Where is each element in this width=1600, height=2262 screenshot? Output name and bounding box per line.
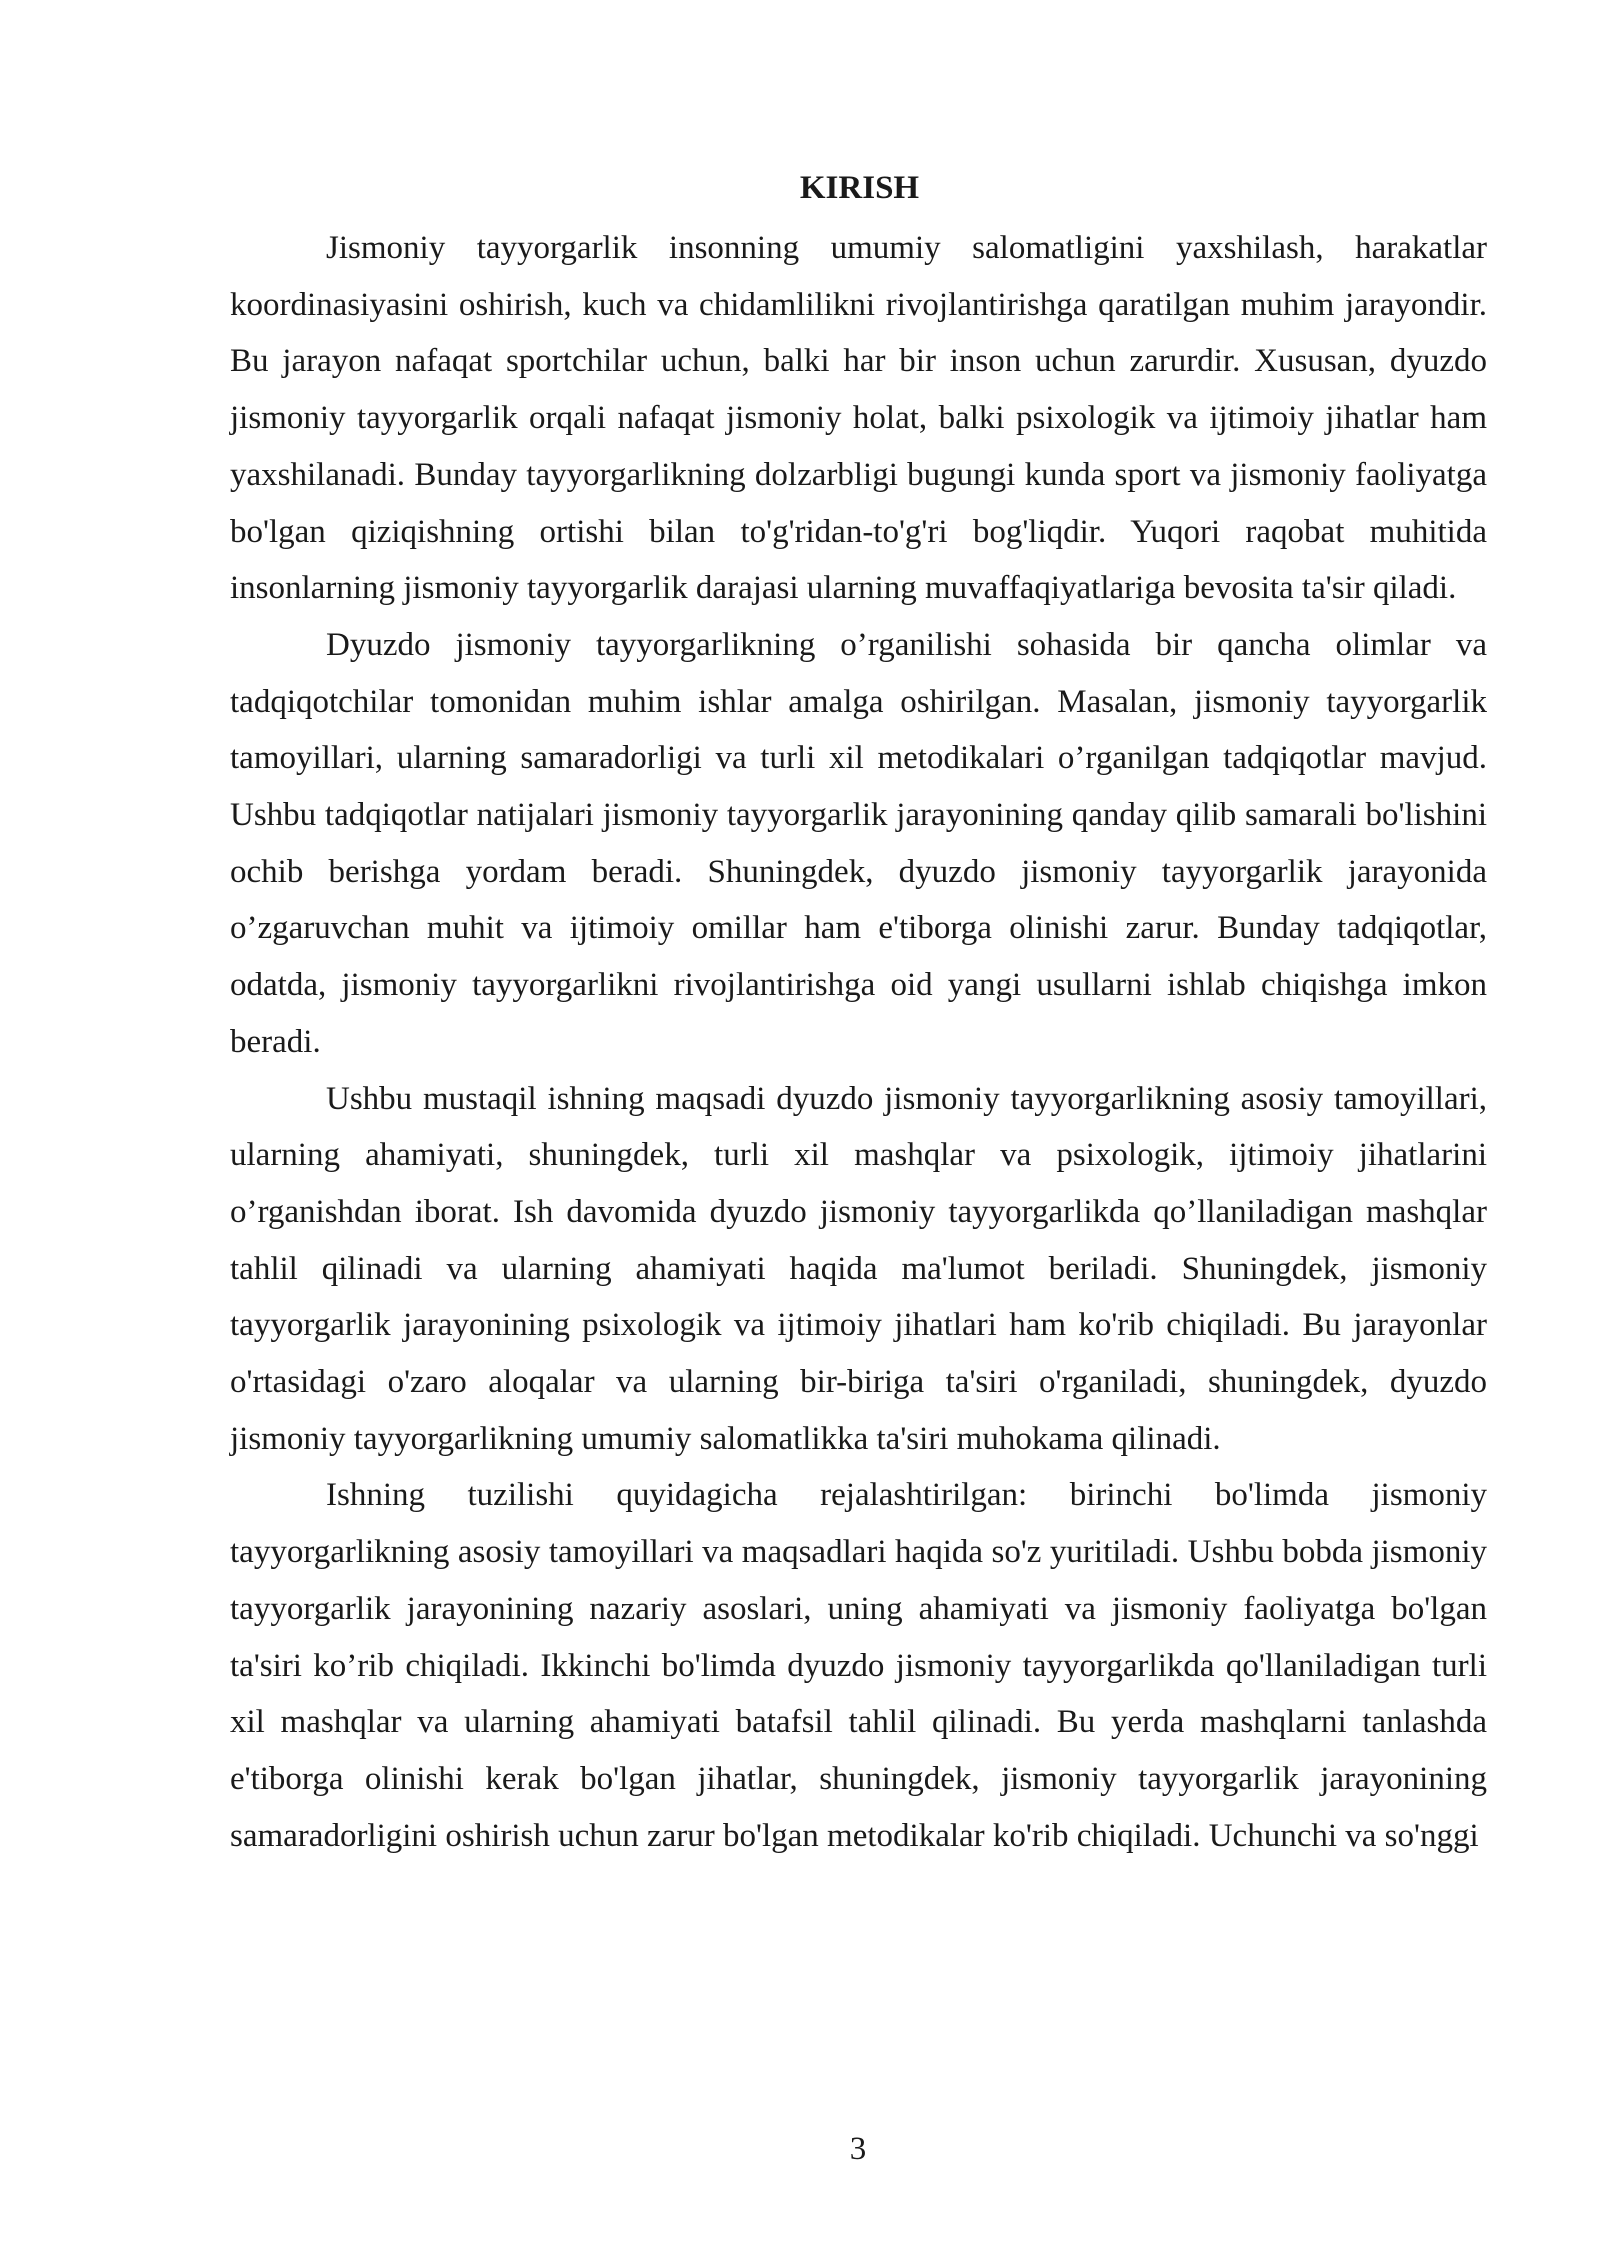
paragraph: Dyuzdo jismoniy tayyorgarlikning o’rganilishi sohasida bir qancha olimlar va tadqiqotchilar tomonidan muhim ishlar amalga oshirilgan. Masalan, jismoniy tayyorgarlik tamoyillari, ularning samaradorligi va turli xil metodikalari o’rganilgan tadqiqotlar mavjud. Ushbu tadqiqotlar natijalari jismoniy tayyorgarlik jarayonining qanday qilib samarali bo'lishini ochib berishga yordam beradi. Shuningdek, dyuzdo jismoniy tayyorgarlik jarayonida o’zgaruvchan muhit va ijtimoiy omillar ham e'tiborga olinishi zarur. Bunday tadqiqotlar, odatda, jismoniy tayyorgarlikni rivojlantirishga oid yangi usullarni ishlab chiqishga imkon beradi. [230,626,1487,1060]
page-number: 3 [849,2131,867,2167]
paragraph: Ushbu mustaqil ishning maqsadi dyuzdo jismoniy tayyorgarlikning asosiy tamoyillari, ularning ahamiyati, shuningdek, turli xil mashqlar va psixologik, ijtimoiy jihatlarini o’rganishdan iborat. Ish davomida dyuzdo jismoniy tayyorgarlikda qo’llaniladigan mashqlar tahlil qilinadi va ularning ahamiyati haqida ma'lumot beriladi. Shuningdek, jismoniy tayyorgarlik jarayonining psixologik va ijtimoiy jihatlari ham ko'rib chiqiladi. Bu jarayonlar o'rtasidagi o'zaro aloqalar va ularning bir-biriga ta'siri o'rganiladi, shuningdek, dyuzdo jismoniy tayyorgarlikning umumiy salomatlikka ta'siri muhokama qilinadi. [230,1080,1487,1457]
page-title: KIRISH [799,170,920,206]
page-body [230,160,1487,1864]
paragraph: Ishning tuzilishi quyidagicha rejalashtirilgan: birinchi bo'limda jismoniy tayyorgarlikning asosiy tamoyillari va maqsadlari haqida so'z yuritiladi. Ushbu bobda jismoniy tayyorgarlik jarayonining nazariy asoslari, uning ahamiyati va jismoniy faoliyatga bo'lgan ta'siri ko’rib chiqiladi. Ikkinchi bo'limda dyuzdo jismoniy tayyorgarlikda qo'llaniladigan turli xil mashqlar va ularning ahamiyati batafsil tahlil qilinadi. Bu yerda mashqlarni tanlashda e'tiborga olinishi kerak bo'lgan jihatlar, shuningdek, jismoniy tayyorgarlik jarayonining samaradorligini oshirish uchun zarur bo'lgan metodikalar ko'rib chiqiladi. Uchunchi va so'nggi [230,1477,1487,1854]
paragraph: Jismoniy tayyorgarlik insonning umumiy salomatligini yaxshilash, harakatlar koordinasiyasini oshirish, kuch va chidamlilikni rivojlantirishga qaratilgan muhim jarayondir. Bu jarayon nafaqat sportchilar uchun, balki har bir inson uchun zarurdir. Xususan, dyuzdo jismoniy tayyorgarlik orqali nafaqat jismoniy holat, balki psixologik va ijtimoiy jihatlar ham yaxshilanadi. Bunday tayyorgarlikning dolzarbligi bugungi kunda sport va jismoniy faoliyatga bo'lgan qiziqishning ortishi bilan to'g'ridan-to'g'ri bog'liqdir. Yuqori raqobat muhitida insonlarning jismoniy tayyorgarlik darajasi ularning muvaffaqiyatlariga bevosita ta'sir qiladi. [230,230,1487,607]
